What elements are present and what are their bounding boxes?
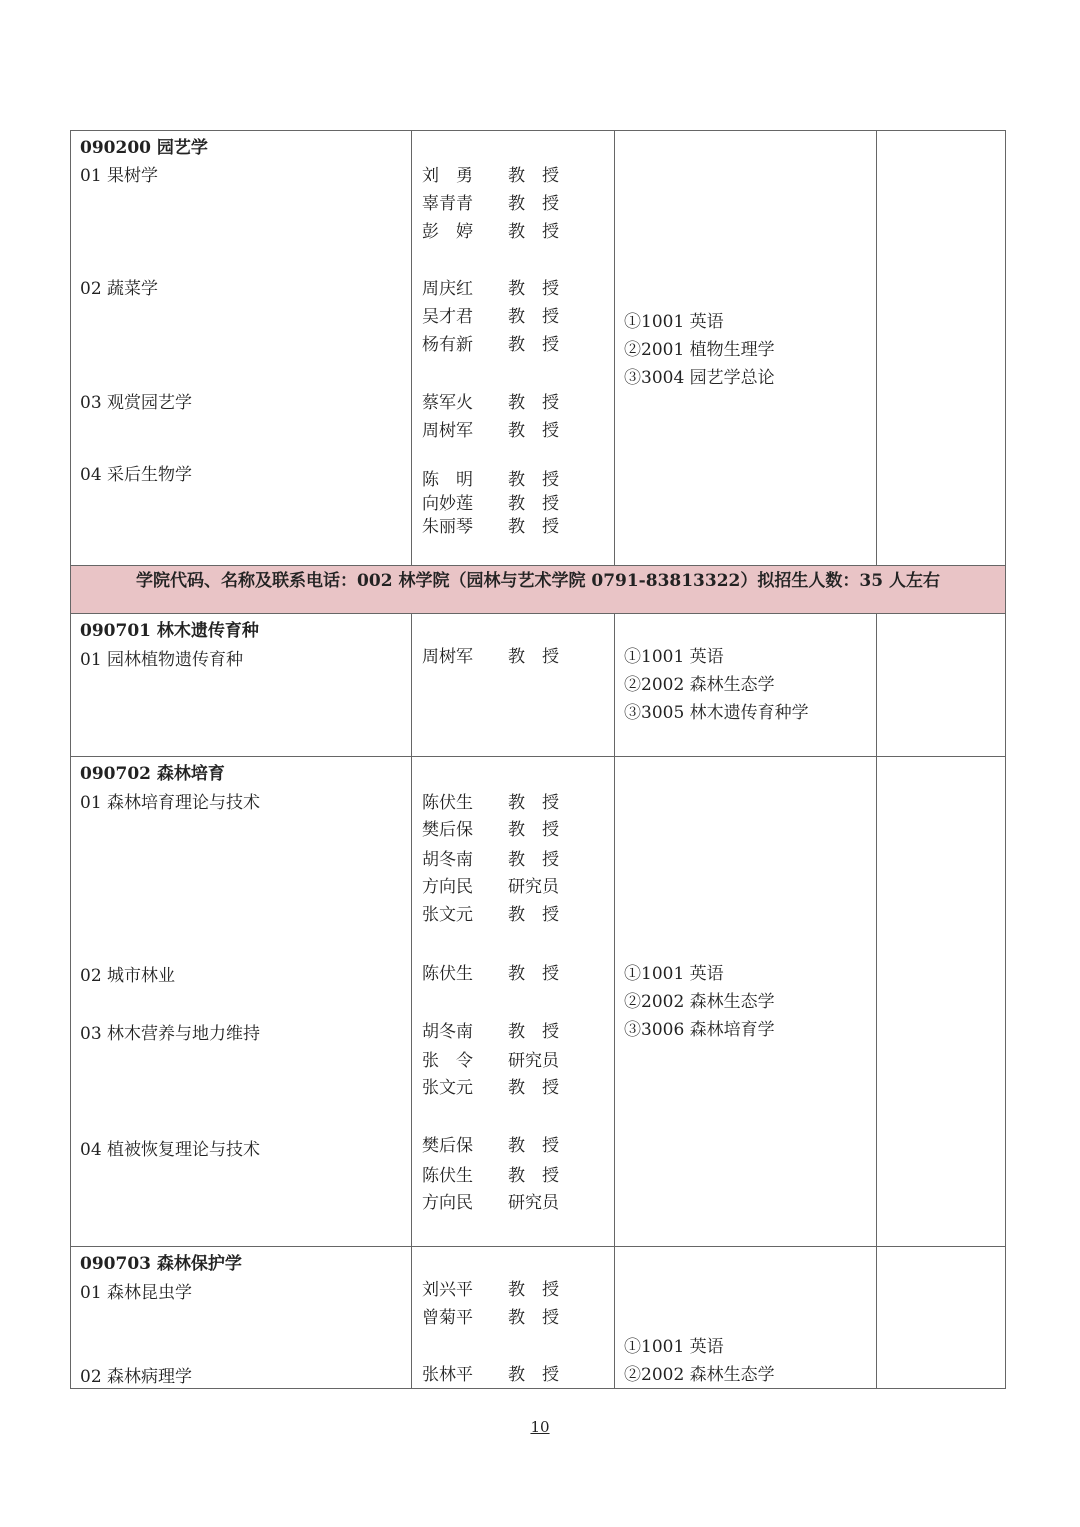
advisor-title: 教 授 — [508, 517, 559, 537]
advisor-title: 教 授 — [508, 1078, 559, 1098]
advisor — [422, 335, 559, 355]
advisor-title: 研究员 — [508, 877, 559, 897]
advisor — [422, 222, 559, 242]
advisor-name: 吴才君 — [422, 307, 473, 327]
research-direction: 03 观赏园艺学 — [80, 393, 193, 413]
remarks-cell — [877, 131, 1006, 566]
exam-subject: ①1001 英语 — [624, 312, 724, 332]
advisor-name: 张文元 — [422, 1078, 473, 1098]
research-direction: 02 森林病理学 — [80, 1367, 193, 1387]
advisor-title: 教 授 — [508, 421, 559, 441]
advisor-title: 研究员 — [508, 1051, 559, 1071]
advisor-cell — [412, 757, 615, 1247]
advisor-name: 陈 明 — [422, 470, 473, 490]
advisor-name: 陈伏生 — [422, 964, 473, 984]
program-table — [70, 130, 1006, 1389]
advisor-cell — [412, 131, 615, 566]
exam-subject: ②2002 森林生态学 — [624, 992, 775, 1012]
advisor-title: 教 授 — [508, 194, 559, 214]
advisor-title: 教 授 — [508, 222, 559, 242]
advisor-name: 曾菊平 — [422, 1308, 473, 1328]
advisor — [422, 1051, 559, 1071]
advisor-cell — [412, 614, 615, 757]
advisor-name: 周庆红 — [422, 279, 473, 299]
advisor-title: 教 授 — [508, 820, 559, 840]
exam-cell — [615, 131, 877, 566]
research-direction: 04 植被恢复理论与技术 — [80, 1140, 261, 1160]
program-row — [71, 614, 1006, 757]
advisor — [422, 393, 559, 413]
program-code: 090702 森林培育 — [80, 764, 225, 784]
exam-cell — [615, 614, 877, 757]
exam-subject: ③3005 林木遗传育种学 — [624, 703, 809, 723]
advisor-name: 胡冬南 — [422, 1022, 473, 1042]
exam-subject: ②2002 森林生态学 — [624, 1365, 775, 1385]
advisor-title: 教 授 — [508, 335, 559, 355]
advisor — [422, 421, 559, 441]
advisor-name: 辜青青 — [422, 194, 473, 214]
advisor — [422, 1193, 559, 1213]
advisor — [422, 905, 559, 925]
advisor — [422, 194, 559, 214]
advisor-title: 教 授 — [508, 1136, 559, 1156]
advisor-title: 教 授 — [508, 1022, 559, 1042]
advisor-name: 方向民 — [422, 1193, 473, 1213]
advisor-name: 周树军 — [422, 421, 473, 441]
advisor — [422, 166, 559, 186]
advisor — [422, 1078, 559, 1098]
advisor-name: 彭 婷 — [422, 222, 473, 242]
research-direction: 02 蔬菜学 — [80, 279, 159, 299]
advisor-name: 胡冬南 — [422, 850, 473, 870]
remarks-cell — [877, 614, 1006, 757]
advisor-name: 杨有新 — [422, 335, 473, 355]
exam-cell — [615, 757, 877, 1247]
advisor-name: 朱丽琴 — [422, 517, 473, 537]
advisor-name: 张 令 — [422, 1051, 473, 1071]
advisor-title: 教 授 — [508, 494, 559, 514]
advisor-title: 教 授 — [508, 307, 559, 327]
advisor — [422, 964, 559, 984]
advisor-name: 樊后保 — [422, 820, 473, 840]
advisor-title: 教 授 — [508, 1280, 559, 1300]
research-direction: 02 城市林业 — [80, 966, 176, 986]
advisor-title: 研究员 — [508, 1193, 559, 1213]
program-code: 090701 林木遗传育种 — [80, 621, 259, 641]
program-row — [71, 131, 1006, 566]
advisor — [422, 1166, 559, 1186]
program-cell — [71, 1247, 412, 1389]
page-number: 10 — [530, 1418, 550, 1436]
advisor — [422, 494, 559, 514]
advisor-title: 教 授 — [508, 850, 559, 870]
advisor-title: 教 授 — [508, 470, 559, 490]
advisor-title: 教 授 — [508, 905, 559, 925]
advisor-title: 教 授 — [508, 964, 559, 984]
program-cell — [71, 614, 412, 757]
advisor — [422, 470, 559, 490]
remarks-cell — [877, 1247, 1006, 1389]
research-direction: 03 林木营养与地力维持 — [80, 1024, 261, 1044]
exam-subject: ①1001 英语 — [624, 1337, 724, 1357]
advisor — [422, 647, 559, 667]
advisor-title: 教 授 — [508, 166, 559, 186]
advisor-name: 张文元 — [422, 905, 473, 925]
exam-subject: ①1001 英语 — [624, 647, 724, 667]
advisor-title: 教 授 — [508, 793, 559, 813]
advisor — [422, 307, 559, 327]
research-direction: 01 森林培育理论与技术 — [80, 793, 261, 813]
advisor — [422, 1136, 559, 1156]
exam-subject: ②2002 森林生态学 — [624, 675, 775, 695]
advisor-title: 教 授 — [508, 1166, 559, 1186]
research-direction: 01 园林植物遗传育种 — [80, 650, 244, 670]
program-cell — [71, 131, 412, 566]
college-banner: 学院代码、名称及联系电话：002 林学院（园林与艺术学院 0791-83813322）拟招生人数：35 人左右 — [71, 566, 1006, 614]
advisor — [422, 1308, 559, 1328]
advisor — [422, 517, 559, 537]
advisor-name: 向妙莲 — [422, 494, 473, 514]
advisor-title: 教 授 — [508, 279, 559, 299]
advisor — [422, 820, 559, 840]
exam-subject: ②2001 植物生理学 — [624, 340, 775, 360]
program-row — [71, 757, 1006, 1247]
advisor — [422, 1280, 559, 1300]
program-code: 090200 园艺学 — [80, 138, 208, 158]
advisor-name: 陈伏生 — [422, 793, 473, 813]
advisor-name: 方向民 — [422, 877, 473, 897]
program-cell — [71, 757, 412, 1247]
exam-subject: ③3004 园艺学总论 — [624, 368, 775, 388]
advisor-title: 教 授 — [508, 647, 559, 667]
advisor-title: 教 授 — [508, 393, 559, 413]
program-code: 090703 森林保护学 — [80, 1254, 242, 1274]
advisor — [422, 793, 559, 813]
advisor — [422, 1022, 559, 1042]
advisor — [422, 1365, 559, 1385]
advisor-name: 蔡军火 — [422, 393, 473, 413]
college-banner-row — [71, 566, 1006, 614]
advisor-name: 周树军 — [422, 647, 473, 667]
exam-cell — [615, 1247, 877, 1389]
exam-subject: ①1001 英语 — [624, 964, 724, 984]
advisor — [422, 279, 559, 299]
advisor — [422, 877, 559, 897]
research-direction: 01 森林昆虫学 — [80, 1283, 193, 1303]
advisor-name: 刘兴平 — [422, 1280, 473, 1300]
research-direction: 01 果树学 — [80, 166, 159, 186]
advisor-name: 陈伏生 — [422, 1166, 473, 1186]
research-direction: 04 采后生物学 — [80, 465, 193, 485]
advisor-title: 教 授 — [508, 1308, 559, 1328]
advisor — [422, 850, 559, 870]
advisor-name: 刘 勇 — [422, 166, 473, 186]
program-row — [71, 1247, 1006, 1389]
remarks-cell — [877, 757, 1006, 1247]
advisor-name: 樊后保 — [422, 1136, 473, 1156]
exam-subject: ③3006 森林培育学 — [624, 1020, 775, 1040]
advisor-cell — [412, 1247, 615, 1389]
advisor-name: 张林平 — [422, 1365, 473, 1385]
advisor-title: 教 授 — [508, 1365, 559, 1385]
